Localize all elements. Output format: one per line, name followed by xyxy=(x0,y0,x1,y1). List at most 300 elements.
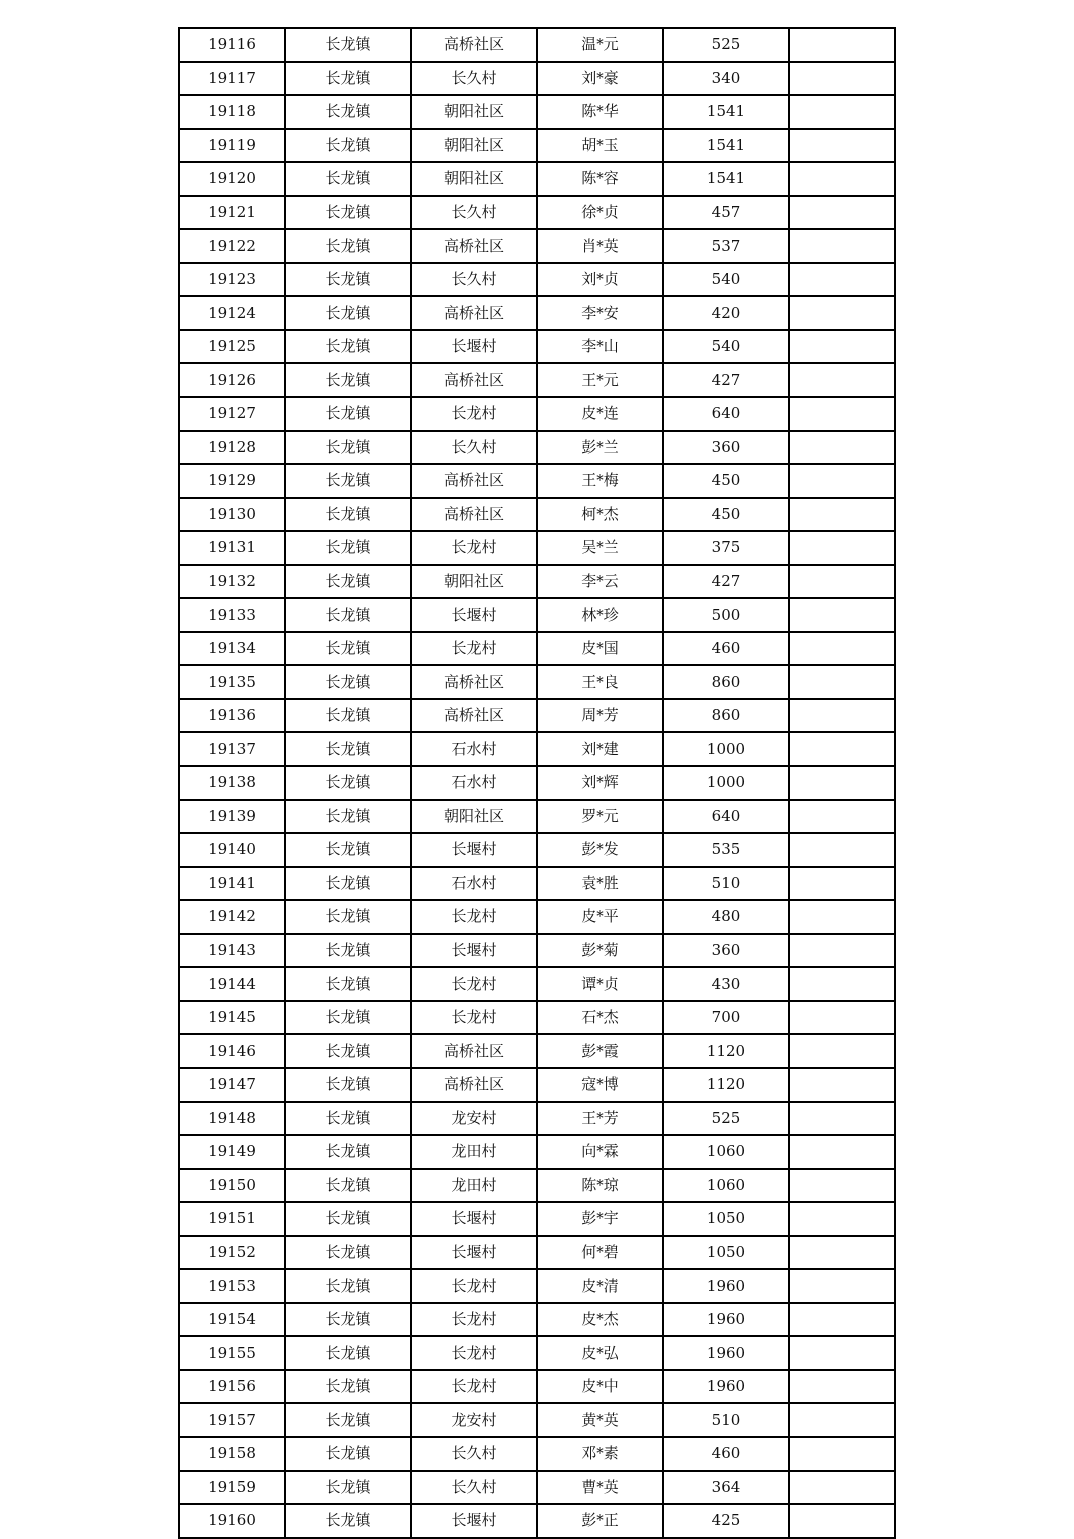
remark-cell xyxy=(789,598,895,632)
remark-cell xyxy=(789,1437,895,1471)
name-cell: 肖*英 xyxy=(537,229,663,263)
record-number-cell: 19159 xyxy=(179,1471,285,1505)
table-row xyxy=(179,431,895,465)
remark-cell xyxy=(789,1001,895,1035)
name-cell: 彭*正 xyxy=(537,1504,663,1538)
town-cell: 长龙镇 xyxy=(285,62,411,96)
village-cell: 朝阳社区 xyxy=(411,565,537,599)
village-cell: 朝阳社区 xyxy=(411,162,537,196)
remark-cell xyxy=(789,62,895,96)
table-row xyxy=(179,665,895,699)
table-row xyxy=(179,632,895,666)
name-cell: 罗*元 xyxy=(537,800,663,834)
name-cell: 曹*英 xyxy=(537,1471,663,1505)
remark-cell xyxy=(789,95,895,129)
record-number-cell: 19132 xyxy=(179,565,285,599)
record-number-cell: 19119 xyxy=(179,129,285,163)
town-cell: 长龙镇 xyxy=(285,363,411,397)
remark-cell xyxy=(789,28,895,62)
amount-cell: 360 xyxy=(663,934,789,968)
village-cell: 长久村 xyxy=(411,62,537,96)
town-cell: 长龙镇 xyxy=(285,1336,411,1370)
amount-cell: 510 xyxy=(663,1403,789,1437)
record-number-cell: 19153 xyxy=(179,1269,285,1303)
name-cell: 彭*霞 xyxy=(537,1034,663,1068)
name-cell: 向*霖 xyxy=(537,1135,663,1169)
record-number-cell: 19118 xyxy=(179,95,285,129)
remark-cell xyxy=(789,766,895,800)
name-cell: 皮*中 xyxy=(537,1370,663,1404)
name-cell: 周*芳 xyxy=(537,699,663,733)
record-number-cell: 19157 xyxy=(179,1403,285,1437)
table-row xyxy=(179,162,895,196)
village-cell: 高桥社区 xyxy=(411,1068,537,1102)
village-cell: 长龙村 xyxy=(411,967,537,1001)
amount-cell: 427 xyxy=(663,565,789,599)
record-number-cell: 19125 xyxy=(179,330,285,364)
remark-cell xyxy=(789,464,895,498)
table-row xyxy=(179,1169,895,1203)
village-cell: 长龙村 xyxy=(411,1336,537,1370)
remark-cell xyxy=(789,1370,895,1404)
table-row xyxy=(179,565,895,599)
amount-cell: 1060 xyxy=(663,1169,789,1203)
name-cell: 袁*胜 xyxy=(537,867,663,901)
town-cell: 长龙镇 xyxy=(285,498,411,532)
name-cell: 刘*辉 xyxy=(537,766,663,800)
table-row xyxy=(179,934,895,968)
remark-cell xyxy=(789,1336,895,1370)
town-cell: 长龙镇 xyxy=(285,598,411,632)
remark-cell xyxy=(789,1169,895,1203)
name-cell: 陈*琼 xyxy=(537,1169,663,1203)
town-cell: 长龙镇 xyxy=(285,464,411,498)
table-row xyxy=(179,1135,895,1169)
record-number-cell: 19135 xyxy=(179,665,285,699)
town-cell: 长龙镇 xyxy=(285,833,411,867)
table-row xyxy=(179,1068,895,1102)
record-number-cell: 19139 xyxy=(179,800,285,834)
record-number-cell: 19150 xyxy=(179,1169,285,1203)
name-cell: 温*元 xyxy=(537,28,663,62)
town-cell: 长龙镇 xyxy=(285,1169,411,1203)
amount-cell: 1000 xyxy=(663,766,789,800)
name-cell: 皮*平 xyxy=(537,900,663,934)
record-number-cell: 19124 xyxy=(179,296,285,330)
village-cell: 高桥社区 xyxy=(411,665,537,699)
table-row xyxy=(179,1236,895,1270)
record-number-cell: 19155 xyxy=(179,1336,285,1370)
town-cell: 长龙镇 xyxy=(285,263,411,297)
table-row xyxy=(179,732,895,766)
amount-cell: 1120 xyxy=(663,1068,789,1102)
record-number-cell: 19131 xyxy=(179,531,285,565)
amount-cell: 340 xyxy=(663,62,789,96)
table-row xyxy=(179,95,895,129)
amount-cell: 425 xyxy=(663,1504,789,1538)
name-cell: 胡*玉 xyxy=(537,129,663,163)
amount-cell: 1541 xyxy=(663,95,789,129)
records-table-body xyxy=(179,28,895,1538)
record-number-cell: 19130 xyxy=(179,498,285,532)
record-number-cell: 19121 xyxy=(179,196,285,230)
amount-cell: 1960 xyxy=(663,1370,789,1404)
remark-cell xyxy=(789,531,895,565)
town-cell: 长龙镇 xyxy=(285,28,411,62)
table-row xyxy=(179,1102,895,1136)
amount-cell: 460 xyxy=(663,1437,789,1471)
amount-cell: 537 xyxy=(663,229,789,263)
table-row xyxy=(179,900,895,934)
village-cell: 长龙村 xyxy=(411,531,537,565)
village-cell: 长堰村 xyxy=(411,934,537,968)
village-cell: 长久村 xyxy=(411,263,537,297)
table-row xyxy=(179,967,895,1001)
remark-cell xyxy=(789,1303,895,1337)
name-cell: 吴*兰 xyxy=(537,531,663,565)
village-cell: 高桥社区 xyxy=(411,464,537,498)
town-cell: 长龙镇 xyxy=(285,1269,411,1303)
record-number-cell: 19148 xyxy=(179,1102,285,1136)
remark-cell xyxy=(789,1504,895,1538)
amount-cell: 1960 xyxy=(663,1269,789,1303)
remark-cell xyxy=(789,1102,895,1136)
town-cell: 长龙镇 xyxy=(285,1236,411,1270)
record-number-cell: 19140 xyxy=(179,833,285,867)
table-row xyxy=(179,1303,895,1337)
town-cell: 长龙镇 xyxy=(285,766,411,800)
table-row xyxy=(179,397,895,431)
village-cell: 石水村 xyxy=(411,867,537,901)
town-cell: 长龙镇 xyxy=(285,967,411,1001)
remark-cell xyxy=(789,833,895,867)
record-number-cell: 19128 xyxy=(179,431,285,465)
table-row xyxy=(179,1437,895,1471)
village-cell: 朝阳社区 xyxy=(411,129,537,163)
name-cell: 柯*杰 xyxy=(537,498,663,532)
town-cell: 长龙镇 xyxy=(285,800,411,834)
amount-cell: 1960 xyxy=(663,1303,789,1337)
name-cell: 石*杰 xyxy=(537,1001,663,1035)
town-cell: 长龙镇 xyxy=(285,95,411,129)
records-table xyxy=(178,27,896,1539)
table-row xyxy=(179,867,895,901)
town-cell: 长龙镇 xyxy=(285,1202,411,1236)
name-cell: 陈*华 xyxy=(537,95,663,129)
remark-cell xyxy=(789,1236,895,1270)
village-cell: 龙安村 xyxy=(411,1102,537,1136)
table-row xyxy=(179,62,895,96)
record-number-cell: 19154 xyxy=(179,1303,285,1337)
record-number-cell: 19129 xyxy=(179,464,285,498)
name-cell: 皮*杰 xyxy=(537,1303,663,1337)
town-cell: 长龙镇 xyxy=(285,665,411,699)
name-cell: 李*山 xyxy=(537,330,663,364)
village-cell: 长堰村 xyxy=(411,833,537,867)
record-number-cell: 19160 xyxy=(179,1504,285,1538)
amount-cell: 375 xyxy=(663,531,789,565)
remark-cell xyxy=(789,665,895,699)
remark-cell xyxy=(789,1068,895,1102)
amount-cell: 1960 xyxy=(663,1336,789,1370)
town-cell: 长龙镇 xyxy=(285,1034,411,1068)
record-number-cell: 19122 xyxy=(179,229,285,263)
village-cell: 长久村 xyxy=(411,1437,537,1471)
village-cell: 长龙村 xyxy=(411,1001,537,1035)
remark-cell xyxy=(789,196,895,230)
town-cell: 长龙镇 xyxy=(285,330,411,364)
name-cell: 彭*宇 xyxy=(537,1202,663,1236)
remark-cell xyxy=(789,1471,895,1505)
village-cell: 长龙村 xyxy=(411,397,537,431)
town-cell: 长龙镇 xyxy=(285,699,411,733)
remark-cell xyxy=(789,934,895,968)
amount-cell: 500 xyxy=(663,598,789,632)
name-cell: 李*安 xyxy=(537,296,663,330)
amount-cell: 1541 xyxy=(663,162,789,196)
name-cell: 皮*清 xyxy=(537,1269,663,1303)
record-number-cell: 19152 xyxy=(179,1236,285,1270)
record-number-cell: 19151 xyxy=(179,1202,285,1236)
name-cell: 何*碧 xyxy=(537,1236,663,1270)
remark-cell xyxy=(789,363,895,397)
record-number-cell: 19136 xyxy=(179,699,285,733)
village-cell: 龙安村 xyxy=(411,1403,537,1437)
village-cell: 长久村 xyxy=(411,1471,537,1505)
town-cell: 长龙镇 xyxy=(285,1135,411,1169)
town-cell: 长龙镇 xyxy=(285,934,411,968)
town-cell: 长龙镇 xyxy=(285,1504,411,1538)
town-cell: 长龙镇 xyxy=(285,196,411,230)
town-cell: 长龙镇 xyxy=(285,900,411,934)
remark-cell xyxy=(789,397,895,431)
remark-cell xyxy=(789,330,895,364)
remark-cell xyxy=(789,1403,895,1437)
table-row xyxy=(179,464,895,498)
remark-cell xyxy=(789,1269,895,1303)
remark-cell xyxy=(789,129,895,163)
amount-cell: 1050 xyxy=(663,1236,789,1270)
village-cell: 长龙村 xyxy=(411,1370,537,1404)
amount-cell: 1050 xyxy=(663,1202,789,1236)
town-cell: 长龙镇 xyxy=(285,431,411,465)
record-number-cell: 19149 xyxy=(179,1135,285,1169)
record-number-cell: 19117 xyxy=(179,62,285,96)
name-cell: 刘*豪 xyxy=(537,62,663,96)
remark-cell xyxy=(789,1202,895,1236)
record-number-cell: 19120 xyxy=(179,162,285,196)
remark-cell xyxy=(789,229,895,263)
name-cell: 李*云 xyxy=(537,565,663,599)
table-row xyxy=(179,28,895,62)
table-row xyxy=(179,196,895,230)
table-row xyxy=(179,1269,895,1303)
table-row xyxy=(179,1034,895,1068)
amount-cell: 700 xyxy=(663,1001,789,1035)
record-number-cell: 19138 xyxy=(179,766,285,800)
amount-cell: 640 xyxy=(663,397,789,431)
amount-cell: 860 xyxy=(663,699,789,733)
record-number-cell: 19133 xyxy=(179,598,285,632)
table-row xyxy=(179,1403,895,1437)
name-cell: 刘*贞 xyxy=(537,263,663,297)
name-cell: 陈*容 xyxy=(537,162,663,196)
remark-cell xyxy=(789,699,895,733)
amount-cell: 860 xyxy=(663,665,789,699)
town-cell: 长龙镇 xyxy=(285,229,411,263)
name-cell: 王*梅 xyxy=(537,464,663,498)
record-number-cell: 19116 xyxy=(179,28,285,62)
village-cell: 高桥社区 xyxy=(411,699,537,733)
village-cell: 高桥社区 xyxy=(411,229,537,263)
record-number-cell: 19147 xyxy=(179,1068,285,1102)
record-number-cell: 19137 xyxy=(179,732,285,766)
table-row xyxy=(179,129,895,163)
table-row xyxy=(179,699,895,733)
table-row xyxy=(179,598,895,632)
amount-cell: 525 xyxy=(663,1102,789,1136)
village-cell: 长堰村 xyxy=(411,1504,537,1538)
record-number-cell: 19143 xyxy=(179,934,285,968)
town-cell: 长龙镇 xyxy=(285,1068,411,1102)
town-cell: 长龙镇 xyxy=(285,296,411,330)
amount-cell: 364 xyxy=(663,1471,789,1505)
town-cell: 长龙镇 xyxy=(285,162,411,196)
record-number-cell: 19145 xyxy=(179,1001,285,1035)
remark-cell xyxy=(789,565,895,599)
remark-cell xyxy=(789,900,895,934)
village-cell: 高桥社区 xyxy=(411,296,537,330)
remark-cell xyxy=(789,1135,895,1169)
record-number-cell: 19146 xyxy=(179,1034,285,1068)
town-cell: 长龙镇 xyxy=(285,867,411,901)
remark-cell xyxy=(789,1034,895,1068)
town-cell: 长龙镇 xyxy=(285,531,411,565)
remark-cell xyxy=(789,263,895,297)
name-cell: 王*元 xyxy=(537,363,663,397)
name-cell: 邓*素 xyxy=(537,1437,663,1471)
record-number-cell: 19142 xyxy=(179,900,285,934)
village-cell: 石水村 xyxy=(411,766,537,800)
amount-cell: 540 xyxy=(663,330,789,364)
remark-cell xyxy=(789,498,895,532)
record-number-cell: 19144 xyxy=(179,967,285,1001)
name-cell: 王*良 xyxy=(537,665,663,699)
table-row xyxy=(179,833,895,867)
table-row xyxy=(179,1202,895,1236)
amount-cell: 640 xyxy=(663,800,789,834)
village-cell: 长堰村 xyxy=(411,1202,537,1236)
town-cell: 长龙镇 xyxy=(285,632,411,666)
amount-cell: 427 xyxy=(663,363,789,397)
table-row xyxy=(179,363,895,397)
remark-cell xyxy=(789,162,895,196)
amount-cell: 510 xyxy=(663,867,789,901)
table-row xyxy=(179,330,895,364)
name-cell: 寇*博 xyxy=(537,1068,663,1102)
amount-cell: 480 xyxy=(663,900,789,934)
table-row xyxy=(179,1471,895,1505)
village-cell: 长堰村 xyxy=(411,330,537,364)
town-cell: 长龙镇 xyxy=(285,1471,411,1505)
table-row xyxy=(179,1001,895,1035)
amount-cell: 450 xyxy=(663,498,789,532)
amount-cell: 430 xyxy=(663,967,789,1001)
remark-cell xyxy=(789,431,895,465)
name-cell: 彭*菊 xyxy=(537,934,663,968)
village-cell: 长龙村 xyxy=(411,1269,537,1303)
town-cell: 长龙镇 xyxy=(285,732,411,766)
name-cell: 林*珍 xyxy=(537,598,663,632)
amount-cell: 450 xyxy=(663,464,789,498)
town-cell: 长龙镇 xyxy=(285,1102,411,1136)
village-cell: 长堰村 xyxy=(411,1236,537,1270)
remark-cell xyxy=(789,867,895,901)
town-cell: 长龙镇 xyxy=(285,1403,411,1437)
amount-cell: 535 xyxy=(663,833,789,867)
name-cell: 徐*贞 xyxy=(537,196,663,230)
table-row xyxy=(179,800,895,834)
village-cell: 龙田村 xyxy=(411,1135,537,1169)
name-cell: 王*芳 xyxy=(537,1102,663,1136)
remark-cell xyxy=(789,632,895,666)
amount-cell: 540 xyxy=(663,263,789,297)
table-row xyxy=(179,1370,895,1404)
amount-cell: 420 xyxy=(663,296,789,330)
village-cell: 长久村 xyxy=(411,196,537,230)
table-row xyxy=(179,1504,895,1538)
remark-cell xyxy=(789,732,895,766)
amount-cell: 1060 xyxy=(663,1135,789,1169)
amount-cell: 457 xyxy=(663,196,789,230)
remark-cell xyxy=(789,967,895,1001)
village-cell: 长龙村 xyxy=(411,900,537,934)
table-row xyxy=(179,229,895,263)
village-cell: 石水村 xyxy=(411,732,537,766)
village-cell: 长龙村 xyxy=(411,1303,537,1337)
record-number-cell: 19141 xyxy=(179,867,285,901)
name-cell: 皮*国 xyxy=(537,632,663,666)
town-cell: 长龙镇 xyxy=(285,1303,411,1337)
town-cell: 长龙镇 xyxy=(285,565,411,599)
amount-cell: 460 xyxy=(663,632,789,666)
village-cell: 长久村 xyxy=(411,431,537,465)
name-cell: 彭*发 xyxy=(537,833,663,867)
amount-cell: 1000 xyxy=(663,732,789,766)
village-cell: 长堰村 xyxy=(411,598,537,632)
name-cell: 黄*英 xyxy=(537,1403,663,1437)
name-cell: 彭*兰 xyxy=(537,431,663,465)
record-number-cell: 19134 xyxy=(179,632,285,666)
amount-cell: 1541 xyxy=(663,129,789,163)
amount-cell: 1120 xyxy=(663,1034,789,1068)
remark-cell xyxy=(789,296,895,330)
amount-cell: 525 xyxy=(663,28,789,62)
record-number-cell: 19123 xyxy=(179,263,285,297)
amount-cell: 360 xyxy=(663,431,789,465)
table-row xyxy=(179,263,895,297)
village-cell: 朝阳社区 xyxy=(411,95,537,129)
village-cell: 朝阳社区 xyxy=(411,800,537,834)
village-cell: 高桥社区 xyxy=(411,363,537,397)
table-row xyxy=(179,1336,895,1370)
remark-cell xyxy=(789,800,895,834)
town-cell: 长龙镇 xyxy=(285,397,411,431)
village-cell: 长龙村 xyxy=(411,632,537,666)
table-row xyxy=(179,296,895,330)
village-cell: 高桥社区 xyxy=(411,498,537,532)
village-cell: 龙田村 xyxy=(411,1169,537,1203)
